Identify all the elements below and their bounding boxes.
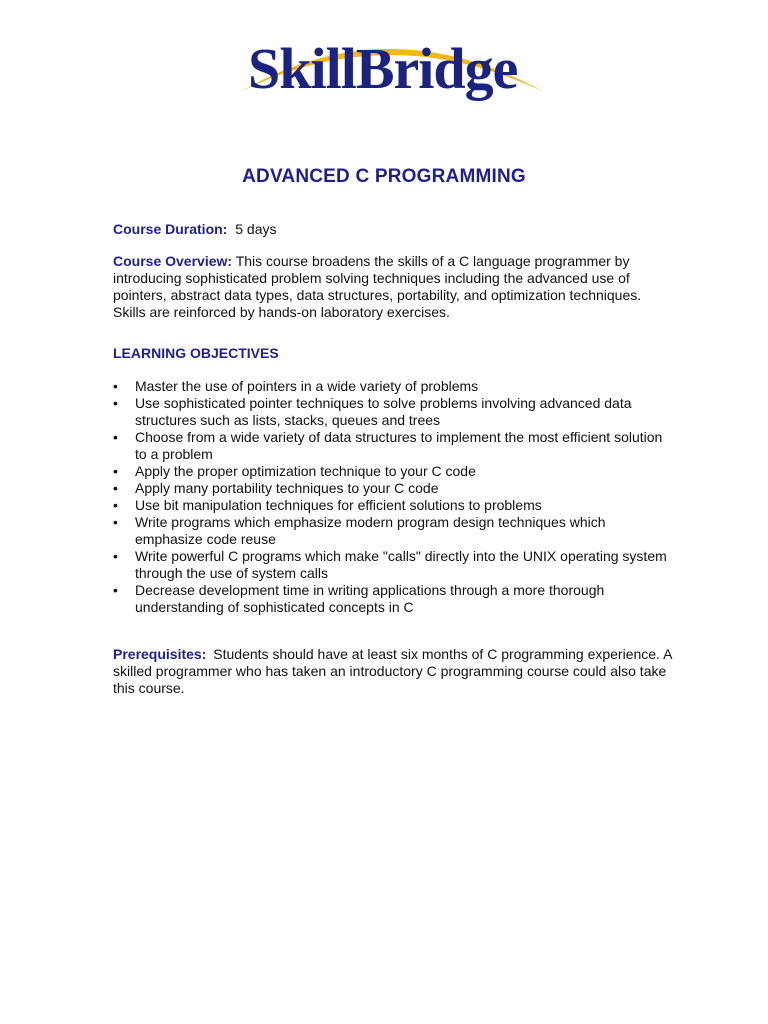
objective-text: Decrease development time in writing applications through a more thorough understanding of sophisticated concepts in C [135, 582, 605, 615]
objective-text: Write programs which emphasize modern program design techniques which emphasize code reuse [135, 514, 606, 547]
objective-text: Master the use of pointers in a wide variety of problems [135, 378, 479, 394]
list-item [113, 429, 673, 463]
list-item [113, 378, 673, 395]
learning-objectives [113, 378, 673, 616]
objective-text: Apply the proper optimization technique to your C code [135, 463, 476, 479]
bullet-icon: • [113, 548, 118, 564]
learning-objectives-heading: LEARNING OBJECTIVES [113, 345, 279, 361]
duration-label: Course Duration: [113, 221, 228, 237]
duration-value: 5 days [235, 221, 277, 237]
bullet-icon: • [113, 429, 118, 445]
list-item [113, 395, 673, 429]
list-item [113, 582, 673, 616]
objective-text: Use bit manipulation techniques for efficient solutions to problems [135, 497, 542, 513]
objective-text: Apply many portability techniques to your C code [135, 480, 439, 496]
bullet-icon: • [113, 582, 118, 598]
skillbridge-logo [238, 36, 548, 116]
bullet-icon: • [113, 378, 118, 394]
prerequisites [113, 646, 673, 697]
bullet-icon: • [113, 480, 118, 496]
bullet-icon: • [113, 463, 118, 479]
list-item [113, 463, 673, 480]
list-item [113, 480, 673, 497]
objective-text: Choose from a wide variety of data structures to implement the most efficient solution to a problem [135, 429, 663, 462]
course-overview [113, 253, 673, 321]
list-item [113, 548, 673, 582]
objective-text: Use sophisticated pointer techniques to solve problems involving advanced data structures such as lists, stacks, queues and trees [135, 395, 632, 428]
bullet-icon: • [113, 497, 118, 513]
objectives-list [113, 378, 673, 616]
list-item [113, 497, 673, 514]
prerequisites-text: Students should have at least six months of C programming experience. A skilled programmer who has taken an introductory C programming course could also take this course. [113, 646, 672, 696]
list-item [113, 514, 673, 548]
prerequisites-label: Prerequisites: [113, 646, 207, 662]
bullet-icon: • [113, 514, 118, 530]
course-duration [113, 221, 673, 238]
page-title: ADVANCED C PROGRAMMING [242, 166, 526, 187]
overview-label: Course Overview: [113, 253, 233, 269]
bullet-icon: • [113, 395, 118, 411]
overview-text: This course broadens the skills of a C language programmer by introducing sophisticated problem solving techniques including the advanced use of pointers, abstract data types, data structures, portability, and optimization techniques. Skills are reinforced by hands-on laboratory exercises. [113, 253, 642, 320]
logo-wordmark: SkillBridge [248, 36, 518, 101]
objective-text: Write powerful C programs which make "calls" directly into the UNIX operating system through the use of system calls [135, 548, 667, 581]
